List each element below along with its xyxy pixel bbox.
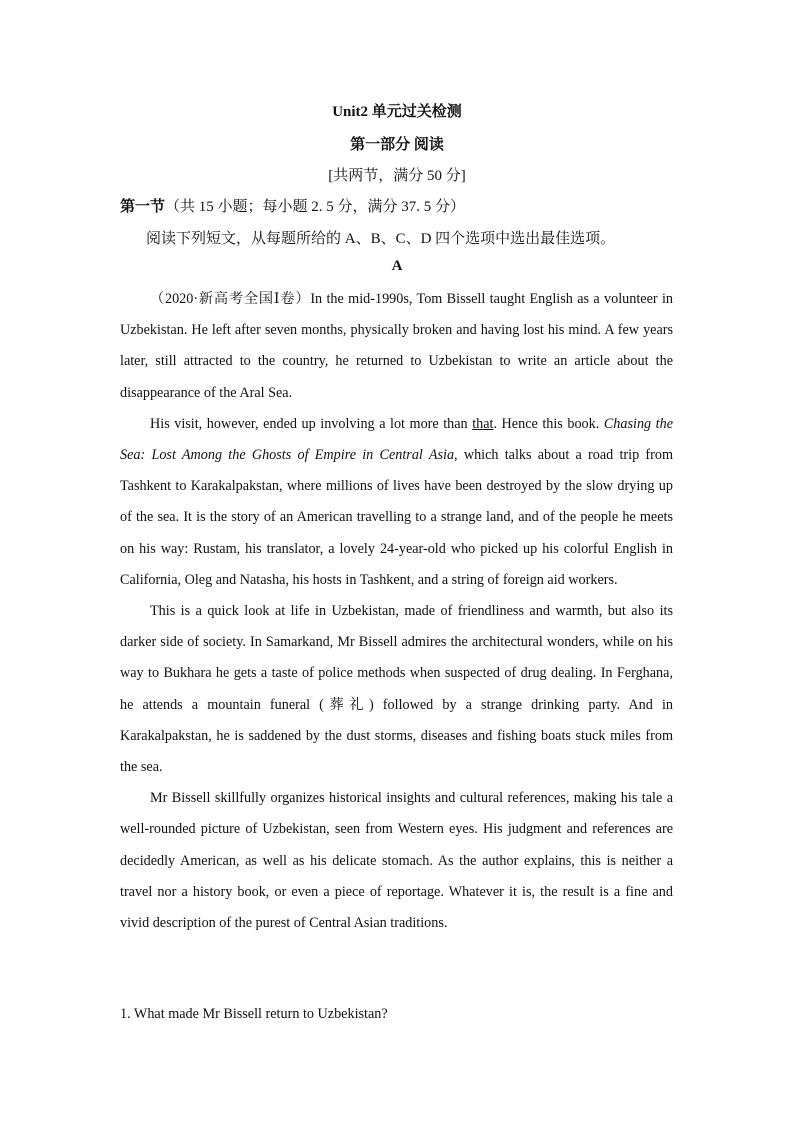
underlined-word: that (472, 415, 494, 432)
section-heading (120, 195, 465, 216)
paragraph-2-text-c: , which talks about a road trip from Tashkent to Karakalpakstan, where millions of lives have been destroyed by the slow drying up of the sea. It is the story of an American travelling to a strange land, and of the people he meets on his way: Rustam, his translator, a lovely 24-year-old who picked up his colorful English in California, Oleg and Natasha, his hosts in Tashkent, and a string of foreign aid workers. (120, 447, 673, 588)
paragraph-2 (120, 409, 673, 596)
passage-body (120, 284, 673, 939)
passage-label: A (391, 258, 403, 274)
section-label: 第一节 (120, 199, 166, 215)
paragraph-4: Mr Bissell skillfully organizes historical insights and cultural references, making his tale a well-rounded picture of Uzbekistan, seen from Western eyes. His judgment and references are decidedly American, as well as his delicate stomach. As the author explains, this is neither a travel nor a history book, or even a piece of reportage. Whatever it is, the result is a fine and vivid description of the purest of Central Asian traditions. (120, 790, 673, 932)
part-heading: 第一部分 阅读 (350, 137, 444, 153)
paragraph-3: This is a quick look at life in Uzbekistan, made of friendliness and warmth, but also its darker side of society. In Samarkand, Mr Bissell admires the architectural wonders, while on his way to Bukhara he gets a taste of police methods when suspected of drug dealing. In Ferghana, he attends a mountain funeral (葬礼) followed by a strange drinking party. And in Karakalpakstan, he is saddened by the dust storms, diseases and fishing boats stuck miles from the sea. (120, 603, 673, 776)
total-score-note: [共两节，满分 50 分] (328, 168, 466, 184)
instruction-text: 阅读下列短文，从每题所给的 A、B、C、D 四个选项中选出最佳选项。 (146, 231, 616, 247)
paragraph-2-text-b: . Hence this book. (493, 415, 604, 432)
question-1: 1. What made Mr Bissell return to Uzbekistan? (120, 1006, 388, 1022)
book-title: Chasing the Sea: Lost Among the Ghosts of Empire in Central Asia (120, 415, 673, 464)
section-detail: （共 15 小题；每小题 2. 5 分，满分 37. 5 分） (165, 199, 466, 215)
paragraph-2-text-a: His visit, however, ended up involving a lot more than (150, 415, 473, 432)
paragraph-1: （2020·新高考全国Ⅰ卷）In the mid-1990s, Tom Bissell taught English as a volunteer in Uzbekistan. He left after seven months, physically broken and having lost his mind. A few years later, still attracted to the country, he returned to Uzbekistan to write an article about the disappearance of the Aral Sea. (120, 291, 673, 401)
unit-title: Unit2 单元过关检测 (332, 104, 462, 120)
